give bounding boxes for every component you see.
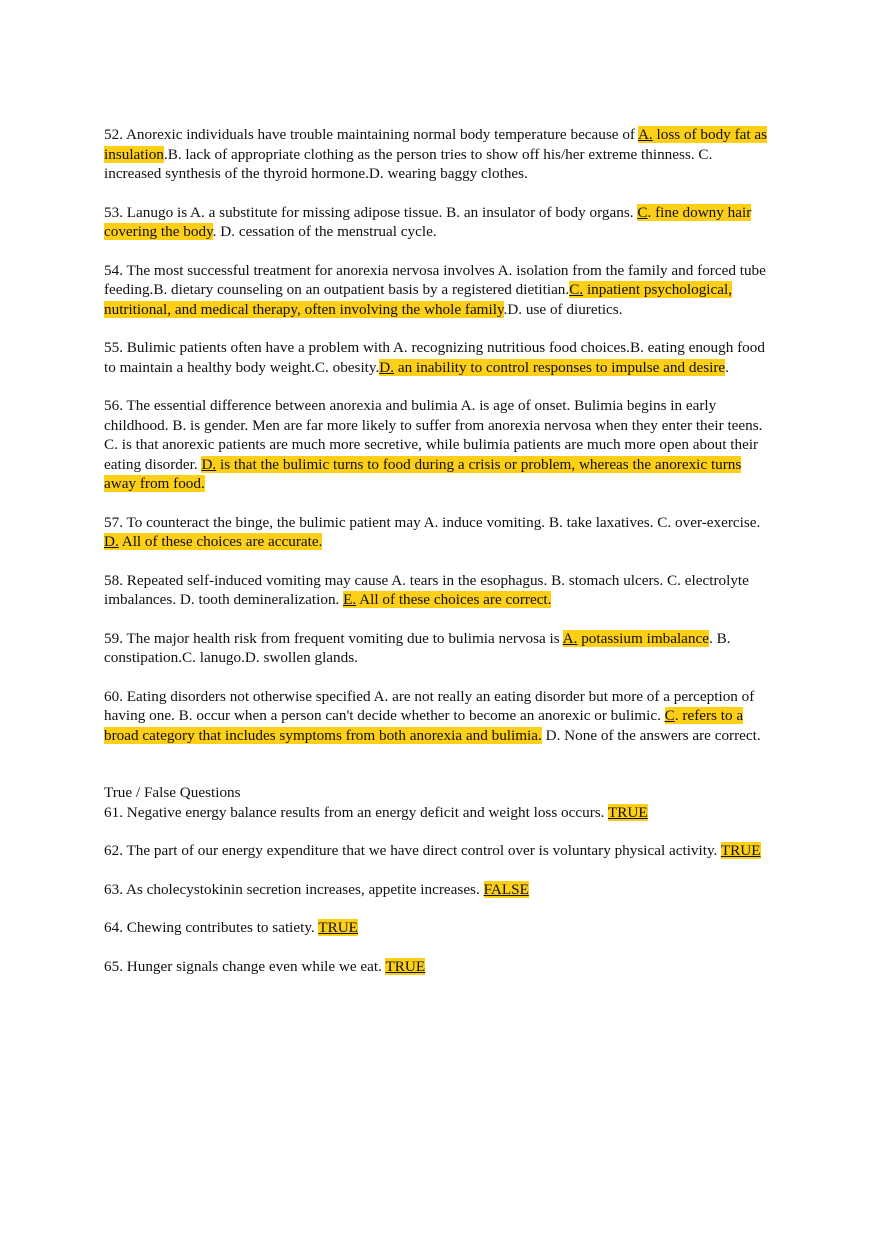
question-stem: 53. Lanugo is A. a substitute for missing adipose tissue. B. an insulator of body organs. [104,203,638,221]
question-59 [104,629,772,668]
question-55 [104,338,772,377]
answer-letter: C. [569,281,584,298]
highlighted-answer [104,533,322,550]
tf-question-64 [104,918,772,938]
answer-text: is that the bulimic turns to food during a crisis or problem, whereas the anorexic turns away from food. [104,455,742,492]
question-stem: 52. Anorexic individuals have trouble maintaining normal body temperature because of [104,126,638,143]
tf-answer: FALSE [483,880,529,898]
tf-question-62 [104,841,772,861]
tf-question-61 [104,803,772,823]
question-52 [104,125,772,184]
question-57 [104,513,772,552]
question-53 [104,203,772,242]
tf-question-text: 63. As cholecystokinin secretion increases, appetite increases. [104,880,484,898]
question-stem: 56. The essential difference between anorexia and bulimia A. is age of onset. Bulimia begins in early childhood. B. is gender. Men are far more likely to suffer from anorexia nervosa when they enter their teens. C. is that anorexic patients are much more secretive, while bulimia patients are much more open about their eating disorder. [104,397,763,473]
question-remainder: . D. cessation of the menstrual cycle. [212,223,437,240]
highlighted-answer [343,591,551,608]
question-remainder: .B. lack of appropriate clothing as the person tries to show off his/her extreme thinness. C. increased synthesis of the thyroid hormone.D. wearing baggy clothes. [104,145,713,182]
answer-letter: E. [343,591,357,608]
question-remainder: . B. constipation.C. lanugo.D. swollen glands. [104,629,731,666]
highlighted-answer [379,359,725,376]
answer-letter: D. [104,533,119,550]
tf-question-text: 62. The part of our energy expenditure that we have direct control over is voluntary physical activity. [104,842,721,859]
question-60 [104,687,772,746]
tf-question-text: 61. Negative energy balance results from an energy deficit and weight loss occurs. [104,803,608,821]
question-stem: 57. To counteract the binge, the bulimic patient may A. induce vomiting. B. take laxatives. C. over-exercise. [104,513,761,531]
question-stem: 54. The most successful treatment for anorexia nervosa involves A. isolation from the family and forced tube feeding.B. dietary counseling on an outpatient basis by a registered dietitian. [104,261,766,298]
question-remainder: . [725,358,729,376]
answer-text: potassium imbalance [577,629,709,647]
tf-question-text: 64. Chewing contributes to satiety. [104,919,319,936]
answer-text: loss of body fat as insulation [104,126,768,163]
tf-answer: TRUE [607,803,648,821]
tf-question-63 [104,880,772,900]
answer-text: . refers to a broad category that includes symptoms from both anorexia and bulimia. [104,707,744,744]
question-stem: 60. Eating disorders not otherwise specified A. are not really an eating disorder but more of a perception of having one. B. occur when a person can't decide whether to become an anorexic or bulimic. [104,687,755,724]
question-54 [104,261,772,320]
question-58 [104,571,772,610]
answer-letter: A. [562,629,578,647]
answer-text: All of these choices are correct. [356,591,552,608]
answer-letter: D. [379,358,395,376]
tf-answer: TRUE [720,842,761,859]
question-remainder: .D. use of diuretics. [503,300,623,318]
section-title: True / False Questions [104,784,241,801]
answer-letter: A. [637,126,653,143]
document-body [104,125,772,995]
question-stem: 59. The major health risk from frequent vomiting due to bulimia nervosa is [104,629,563,647]
question-stem: 55. Bulimic patients often have a problem with A. recognizing nutritious food choices.B. eating enough food to maintain a healthy body weight.C. obesity. [104,339,765,376]
question-stem: 58. Repeated self-induced vomiting may cause A. tears in the esophagus. B. stomach ulcers. C. electrolyte imbalances. D. tooth demineralization. [104,571,749,608]
highlighted-answer [563,630,709,647]
answer-letter: D. [201,455,217,473]
answer-letter: C [637,203,648,221]
answer-text: an inability to control responses to impulse and desire [394,358,726,376]
question-remainder: D. None of the answers are correct. [541,726,761,744]
question-56 [104,396,772,494]
answer-text: . fine downy hair covering the body [104,203,752,240]
answer-text: inpatient psychological, nutritional, and medical therapy, often involving the whole family [104,281,733,318]
tf-question-65 [104,957,772,977]
tf-answer: TRUE [318,919,358,936]
answer-text: All of these choices are accurate. [118,533,323,550]
tf-question-text: 65. Hunger signals change even while we eat. [104,957,386,975]
answer-letter: C [664,707,675,724]
tf-answer: TRUE [385,957,426,975]
